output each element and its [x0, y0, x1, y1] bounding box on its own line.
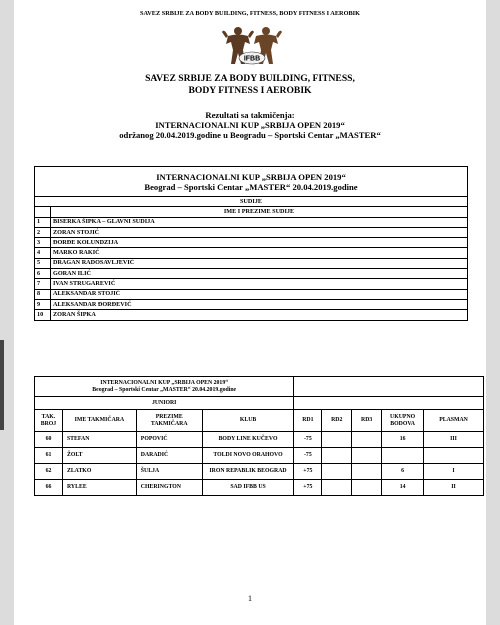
judge-name: ALEKSANDAR ĐORĐEVIĆ	[51, 299, 468, 309]
organization-line-2: BODY FITNESS I AEROBIK	[188, 84, 312, 96]
competitor-first-name: RYLEE	[62, 480, 136, 496]
competitor-last-name: ŠULJA	[136, 464, 202, 480]
column-bodovi: UKUPNO BODOVA	[382, 410, 424, 432]
judges-table	[34, 166, 468, 321]
page-number: 1	[248, 594, 252, 603]
column-plasman: PLASMAN	[424, 410, 484, 432]
competitor-rd2	[322, 480, 352, 496]
judge-number: 5	[35, 258, 51, 268]
results-line-3: održanog 20.04.2019.godine u Beogradu – Sportski Centar „MASTER“	[119, 130, 381, 140]
judge-name: GORAN ILIĆ	[51, 269, 468, 279]
judge-name: ZORAN STOJIĆ	[51, 227, 468, 237]
competitor-rd3	[352, 480, 382, 496]
competitor-rd3	[352, 464, 382, 480]
column-ime: IME TAKMIČARA	[62, 410, 136, 432]
column-rd2: RD2	[322, 410, 352, 432]
juniors-title-line-2: Beograd – Sportski Centar „MASTER“ 20.04.2019.godine	[92, 386, 237, 393]
competitor-rd1: +75	[294, 464, 322, 480]
judge-number: 10	[35, 310, 51, 320]
competitor-rd2	[322, 464, 352, 480]
left-background-edge	[0, 0, 14, 625]
competitor-points: 16	[382, 432, 424, 448]
competitor-first-name: STEFAN	[62, 432, 136, 448]
organization-line-1: SAVEZ SRBIJE ZA BODY BUILDING, FITNESS,	[145, 73, 355, 84]
competitor-rd1: -75	[294, 432, 322, 448]
competitor-number: 62	[35, 464, 63, 480]
judges-section-label: SUDIJE	[35, 197, 468, 207]
column-prezime: PREZIME TAKMIČARA	[136, 410, 202, 432]
judge-number: 3	[35, 238, 51, 248]
judges-title-line-2: Beograd – Sportski Centar „MASTER“ 20.04.2019.godine	[144, 181, 358, 192]
right-background-edge	[486, 0, 500, 625]
judges-column-header: IME I PREZIME SUDIJE	[51, 207, 468, 217]
organization-name	[14, 73, 486, 96]
competitor-points	[382, 448, 424, 464]
judge-row	[35, 299, 468, 309]
competitor-rd1: -75	[294, 448, 322, 464]
column-broj: TAK. BROJ	[35, 410, 63, 432]
judge-number: 6	[35, 269, 51, 279]
competitor-placement: III	[424, 432, 484, 448]
competitor-rd3	[352, 432, 382, 448]
judge-number: 7	[35, 279, 51, 289]
judges-number-header	[35, 207, 51, 217]
judge-number: 2	[35, 227, 51, 237]
judge-name: BISERKA ŠIPKA – GLAVNI SUDIJA	[51, 217, 468, 227]
document-page	[14, 0, 486, 625]
judge-row	[35, 269, 468, 279]
juniors-header-row	[35, 410, 484, 432]
competitor-rd1: +75	[294, 480, 322, 496]
logo-text: IFBB	[243, 55, 261, 63]
phone-edge-shadow	[0, 340, 4, 430]
judge-row	[35, 217, 468, 227]
judge-row	[35, 248, 468, 258]
competitor-first-name: ŽOLT	[62, 448, 136, 464]
results-line-2: INTERNACIONALNI KUP „SRBIJA OPEN 2019“	[155, 120, 345, 130]
category-blank	[294, 397, 484, 410]
competitor-row	[35, 480, 484, 496]
competitor-club: IRON REPABLIK BEOGRAD	[202, 464, 294, 480]
ifbb-logo	[214, 24, 290, 70]
competitor-placement: I	[424, 464, 484, 480]
judge-name: IVAN STRUGAREVIĆ	[51, 279, 468, 289]
competitor-row	[35, 464, 484, 480]
judge-number: 4	[35, 248, 51, 258]
juniors-title-line-1: INTERNACIONALNI KUP „SRBIJA OPEN 2019“	[100, 380, 229, 387]
competitor-rd3	[352, 448, 382, 464]
competitor-club: BODY LINE KUČEVO	[202, 432, 294, 448]
judge-row	[35, 310, 468, 320]
judges-table-title	[35, 167, 468, 197]
judge-row	[35, 279, 468, 289]
competitor-rd2	[322, 432, 352, 448]
competitor-rd2	[322, 448, 352, 464]
judge-name: ĐORĐE KOLUNDZIJA	[51, 238, 468, 248]
judge-number: 1	[35, 217, 51, 227]
column-rd3: RD3	[352, 410, 382, 432]
judge-row	[35, 258, 468, 268]
competitor-club: TOLDI NOVO ORAHOVO	[202, 448, 294, 464]
column-klub: KLUB	[202, 410, 294, 432]
competitor-number: 60	[35, 432, 63, 448]
judges-title-line-1: INTERNACIONALNI KUP „SRBIJA OPEN 2019“	[156, 171, 346, 182]
competitor-club: SAD IFBB US	[202, 480, 294, 496]
juniors-table-title	[35, 377, 294, 397]
results-line-1: Rezultati sa takmičenja:	[205, 110, 295, 120]
judge-name: MARKO RAKIĆ	[51, 248, 468, 258]
competitor-last-name: CHERINGTON	[136, 480, 202, 496]
competitor-number: 61	[35, 448, 63, 464]
competitor-last-name: DARADIĆ	[136, 448, 202, 464]
judge-number: 8	[35, 289, 51, 299]
competitor-placement: II	[424, 480, 484, 496]
juniors-results-table	[34, 376, 484, 496]
judge-row	[35, 227, 468, 237]
competitor-placement	[424, 448, 484, 464]
results-heading	[14, 110, 486, 140]
competitor-points: 6	[382, 464, 424, 480]
judge-number: 9	[35, 299, 51, 309]
juniors-title-blank	[294, 377, 484, 397]
column-rd1: RD1	[294, 410, 322, 432]
category-label: JUNIORI	[35, 397, 294, 410]
header-top-line: SAVEZ SRBIJE ZA BODY BUILDING, FITNESS, BODY FITNESS I AEROBIK	[139, 10, 361, 17]
competitor-number: 66	[35, 480, 63, 496]
judge-row	[35, 289, 468, 299]
judge-name: DRAGAN RADOSAVLJEVIĆ	[51, 258, 468, 268]
judge-name: ALEKSANDAR STOJIĆ	[51, 289, 468, 299]
competitor-row	[35, 432, 484, 448]
competitor-first-name: ZLATKO	[62, 464, 136, 480]
judge-name: ZORAN ŠIPKA	[51, 310, 468, 320]
competitor-last-name: POPOVIĆ	[136, 432, 202, 448]
judge-row	[35, 238, 468, 248]
competitor-points: 14	[382, 480, 424, 496]
competitor-row	[35, 448, 484, 464]
